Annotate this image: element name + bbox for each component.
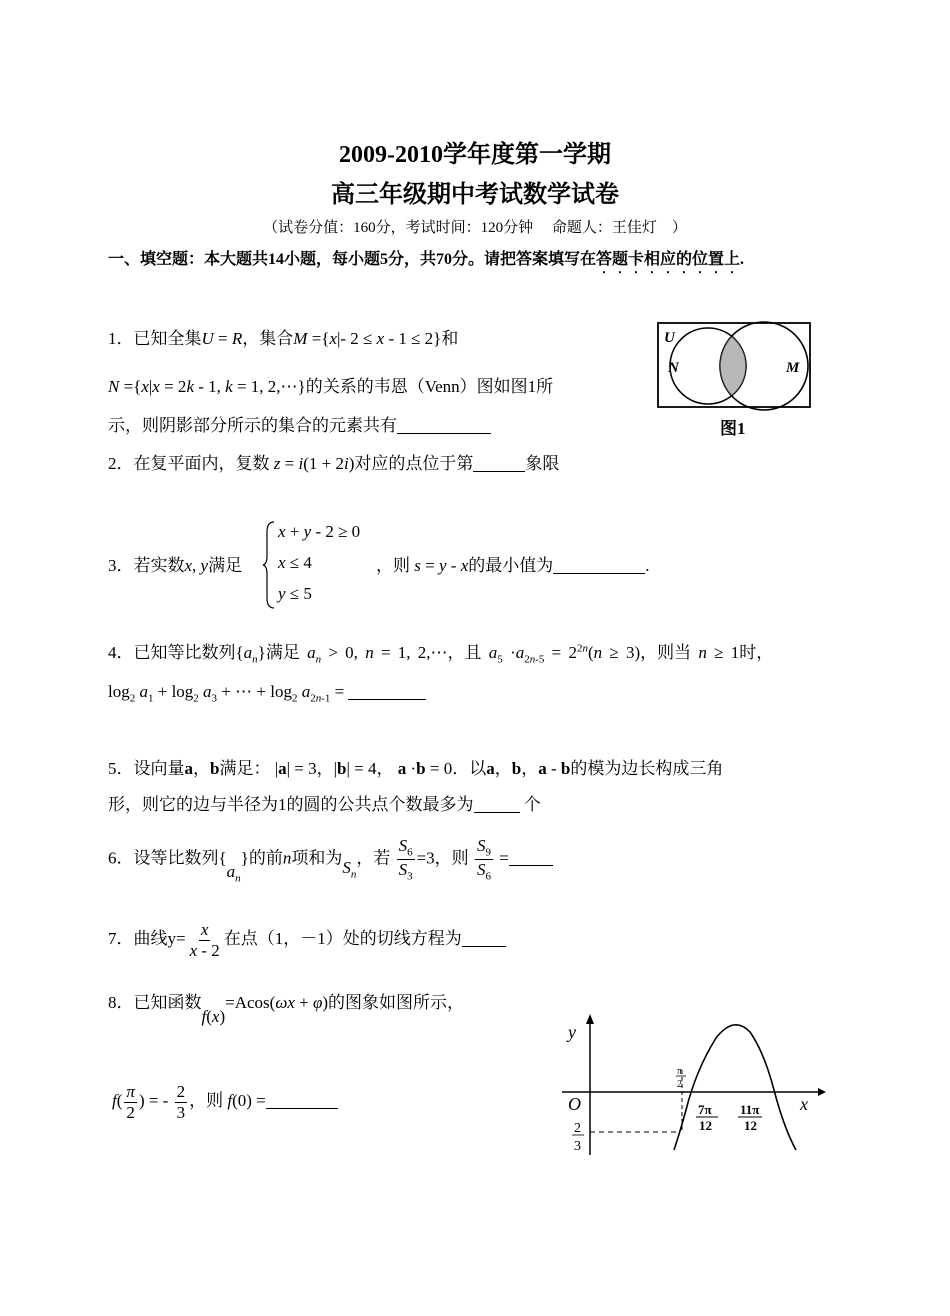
question-3-left: 3．若实数x, y满足 [108,556,243,575]
question-2: 2．在复平面内，复数 z = i(1 + 2i)对应的点位于第 象限 [108,454,560,473]
exam-title: 高三年级期中考试数学试卷 [331,182,619,208]
constraint-1: x + y - 2 ≥ 0 [278,522,361,541]
venn-diagram [656,320,814,440]
tick-7pi-12-num: 7π [698,1102,712,1117]
question-1-line-3: 示，则阴影部分所示的集合的元素共有 [108,411,491,436]
question-4-line-2: $\log_2 a_1 + \log_2 a_3$ + ⋯ + $\log_2 a_{2n-1}$ = [108,682,426,704]
answer-blank-7 [462,929,506,947]
section-heading: 一、填空题：本大题共14小题，每小题5分，共70分。请把答案填写在答题卡相应的位置上. [108,251,745,268]
answer-blank-2 [473,454,525,472]
question-5-line-1: 5．设向量a，b满足： |a| = 3，|b| = 4， a ·b = 0．以a，b，a - b的模为边长构成三角 [108,759,724,778]
constraint-3: y ≤ 5 [278,584,312,603]
answer-blank-6 [509,848,553,866]
question-4-line-1: 4．已知等比数列$\{a_n\}$满足 $a_n > 0$, n = 1, 2,⋯，且 $a_5 \cdot a_{2n-5} = 2^{2n}(n \ge 3)$，则当 n ≥ 1时， [108,642,774,666]
question-6: 6．设等比数列$\{a_n\}$的前n项和为$S_n$，若 $\frac{S_6}{S_3}$ =3，则 $\frac{S_9}{S_6}$ = [108,836,553,883]
system-brace [262,520,276,610]
cosine-graph [556,1010,826,1160]
tick-pi-over-2-den: 2 [677,1079,682,1090]
y-label: y [568,1022,576,1042]
tick-pi-over-2-num: π [677,1066,683,1077]
question-8-line-1: 8．已知函数f(x)=Acos(ωx + φ)的图象如图所示， [108,993,465,1026]
exam-title-year: 2009-2010学年度第一学期 [339,142,611,168]
x-axis-arrow [818,1088,826,1096]
question-7: 7．曲线y= $\frac{x}{x - 2}$ 在点（1，－1）处的切线方程为 [108,920,506,960]
tick-y-num: 2 [574,1121,581,1136]
tick-y-den: 3 [574,1139,581,1154]
question-1-line-1: 1．已知全集U = R，集合M ={x|- 2 ≤ x - 1 ≤ 2}和 [108,329,459,348]
cosine-curve [674,1025,796,1150]
y-axis-arrow [586,1014,594,1024]
question-3-right: ，则 s = y - x的最小值为 . [376,556,650,575]
question-5-line-2: 形，则它的边与半径为1的圆的公共点个数最多为 个 [108,795,541,814]
venn-label-M: M [786,360,800,376]
venn-label-N: N [668,360,679,376]
answer-blank-5 [474,795,520,813]
question-8-line-2: f( $\frac{\pi}{2}$ ) = - $\frac{2}{3}$ ，则 f(0) = [112,1082,338,1122]
answer-blank-1 [397,416,491,434]
answer-blank-4 [348,682,426,700]
venn-label-U: U [664,330,675,346]
answer-blank-8 [266,1091,338,1109]
tick-11pi-12-num: 11π [740,1102,760,1117]
answer-blank-3 [553,556,645,574]
origin-label: O [568,1094,581,1114]
constraint-2: x ≤ 4 [278,553,312,572]
exam-info: （试卷分值：160分，考试时间：120分钟 命题人：王佳灯 ） [263,220,687,236]
tick-11pi-12-den: 12 [744,1118,757,1133]
x-label: x [800,1094,808,1114]
venn-caption: 图1 [720,419,746,438]
question-1-line-2: N ={x|x = 2k - 1, k = 1, 2,⋯}的关系的韦恩（Venn）图如图1所 [108,377,554,396]
tick-7pi-12-den: 12 [699,1118,712,1133]
